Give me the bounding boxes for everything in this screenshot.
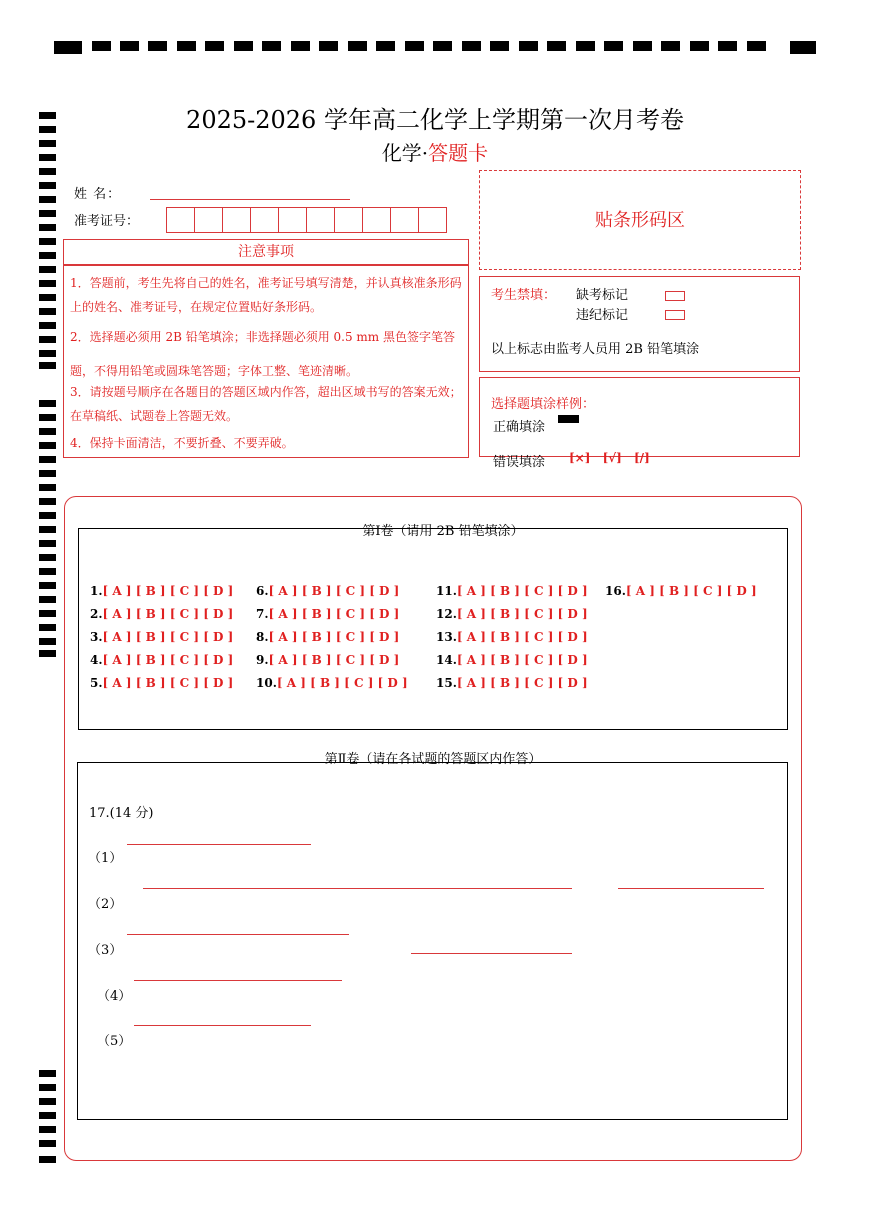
question-6[interactable]: 6.[ A ] [ B ] [ C ] [ D ]: [256, 584, 400, 598]
section1-title: 第Ⅰ卷（请用 2B 铅笔填涂）: [362, 524, 524, 539]
sample-box: [479, 377, 800, 470]
page-subtitle: [0, 137, 870, 166]
notice-title-box: [63, 239, 469, 266]
q17-label: 17.(14 分): [89, 806, 154, 821]
answer-line-1[interactable]: [127, 844, 311, 845]
answer-line-2b[interactable]: [618, 888, 764, 889]
notice-item-1: 1．答题前，考生先将自己的姓名，准考证号填写清楚，并认真核准条形码上的姓名、准考证号，在规定位置贴好条形码。: [70, 276, 462, 314]
prohibited-box: [479, 276, 800, 372]
notice-title: 注意事项: [238, 244, 294, 260]
question-15[interactable]: 15.[ A ] [ B ] [ C ] [ D ]: [436, 676, 588, 690]
wrong-fill-marks: [×] [√] [/]: [569, 451, 650, 465]
sub-label-3: （3）: [88, 943, 123, 958]
sample-title: 选择题填涂样例：: [491, 397, 596, 412]
sub-label-4: （4）: [97, 989, 132, 1004]
sub-label-1: （1）: [88, 851, 123, 866]
question-2[interactable]: 2.[ A ] [ B ] [ C ] [ D ]: [90, 607, 234, 621]
question-10[interactable]: 10.[ A ] [ B ] [ C ] [ D ]: [256, 676, 408, 690]
question-16[interactable]: 16.[ A ] [ B ] [ C ] [ D ]: [605, 584, 757, 598]
absent-checkbox[interactable]: [665, 291, 685, 301]
exam-id-label: 准考证号：: [74, 214, 140, 229]
question-13[interactable]: 13.[ A ] [ B ] [ C ] [ D ]: [436, 630, 588, 644]
subtitle-prefix: 化学·: [381, 141, 429, 165]
notice-item-2: 2．选择题必须用 2B 铅笔填涂；非选择题必须用 0.5 mm 黑色签字笔答题，不得用铅笔或圆珠笔答题；字体工整、笔迹清晰。: [70, 330, 456, 378]
section2-box: [77, 762, 788, 1120]
question-14[interactable]: 14.[ A ] [ B ] [ C ] [ D ]: [436, 653, 588, 667]
question-9[interactable]: 9.[ A ] [ B ] [ C ] [ D ]: [256, 653, 400, 667]
question-12[interactable]: 12.[ A ] [ B ] [ C ] [ D ]: [436, 607, 588, 621]
timing-marks-top: [0, 41, 870, 53]
name-input-line[interactable]: [150, 199, 350, 200]
timing-marks-left: [39, 0, 59, 1231]
section1-box: [78, 528, 788, 730]
prohibited-note: 以上标志由监考人员用 2B 铅笔填涂: [491, 342, 700, 357]
section2-title: 第Ⅱ卷（请在各试题的答题区内作答）: [324, 752, 542, 767]
subtitle-answer-card: 答题卡: [428, 141, 489, 165]
question-7[interactable]: 7.[ A ] [ B ] [ C ] [ D ]: [256, 607, 400, 621]
barcode-area-label: 贴条形码区: [595, 210, 685, 231]
prohibited-label: 考生禁填：: [491, 288, 557, 303]
exam-id-cells[interactable]: [167, 207, 447, 233]
sub-label-2: （2）: [88, 897, 123, 912]
barcode-area: [479, 170, 801, 270]
question-4[interactable]: 4.[ A ] [ B ] [ C ] [ D ]: [90, 653, 234, 667]
page-title: 2025-2026 学年高二化学上学期第一次月考卷: [186, 106, 684, 134]
answer-line-2a[interactable]: [143, 888, 572, 889]
question-11[interactable]: 11.[ A ] [ B ] [ C ] [ D ]: [436, 584, 588, 598]
question-1[interactable]: 1.[ A ] [ B ] [ C ] [ D ]: [90, 584, 234, 598]
violation-label: 违纪标记: [576, 308, 629, 323]
violation-checkbox[interactable]: [665, 310, 685, 320]
notice-item-3: 3．请按题号顺序在各题目的答题区域内作答，超出区域书写的答案无效；在草稿纸、试题卷上答题无效。: [70, 385, 462, 423]
notice-item-4: 4．保持卡面清洁，不要折叠、不要弄破。: [70, 436, 294, 450]
question-3[interactable]: 3.[ A ] [ B ] [ C ] [ D ]: [90, 630, 234, 644]
answer-line-5[interactable]: [134, 1025, 311, 1026]
correct-fill-sample: [558, 415, 579, 423]
answer-line-4[interactable]: [134, 980, 342, 981]
absent-label: 缺考标记: [576, 288, 629, 303]
wrong-fill-label: 错误填涂: [493, 455, 546, 470]
question-5[interactable]: 5.[ A ] [ B ] [ C ] [ D ]: [90, 676, 234, 690]
correct-fill-label: 正确填涂: [493, 420, 546, 435]
answer-line-3b[interactable]: [411, 953, 572, 954]
name-label: 姓 名：: [74, 187, 122, 202]
question-8[interactable]: 8.[ A ] [ B ] [ C ] [ D ]: [256, 630, 400, 644]
answer-line-3a[interactable]: [127, 934, 349, 935]
sub-label-5: （5）: [97, 1034, 132, 1049]
notice-box: [63, 264, 469, 458]
